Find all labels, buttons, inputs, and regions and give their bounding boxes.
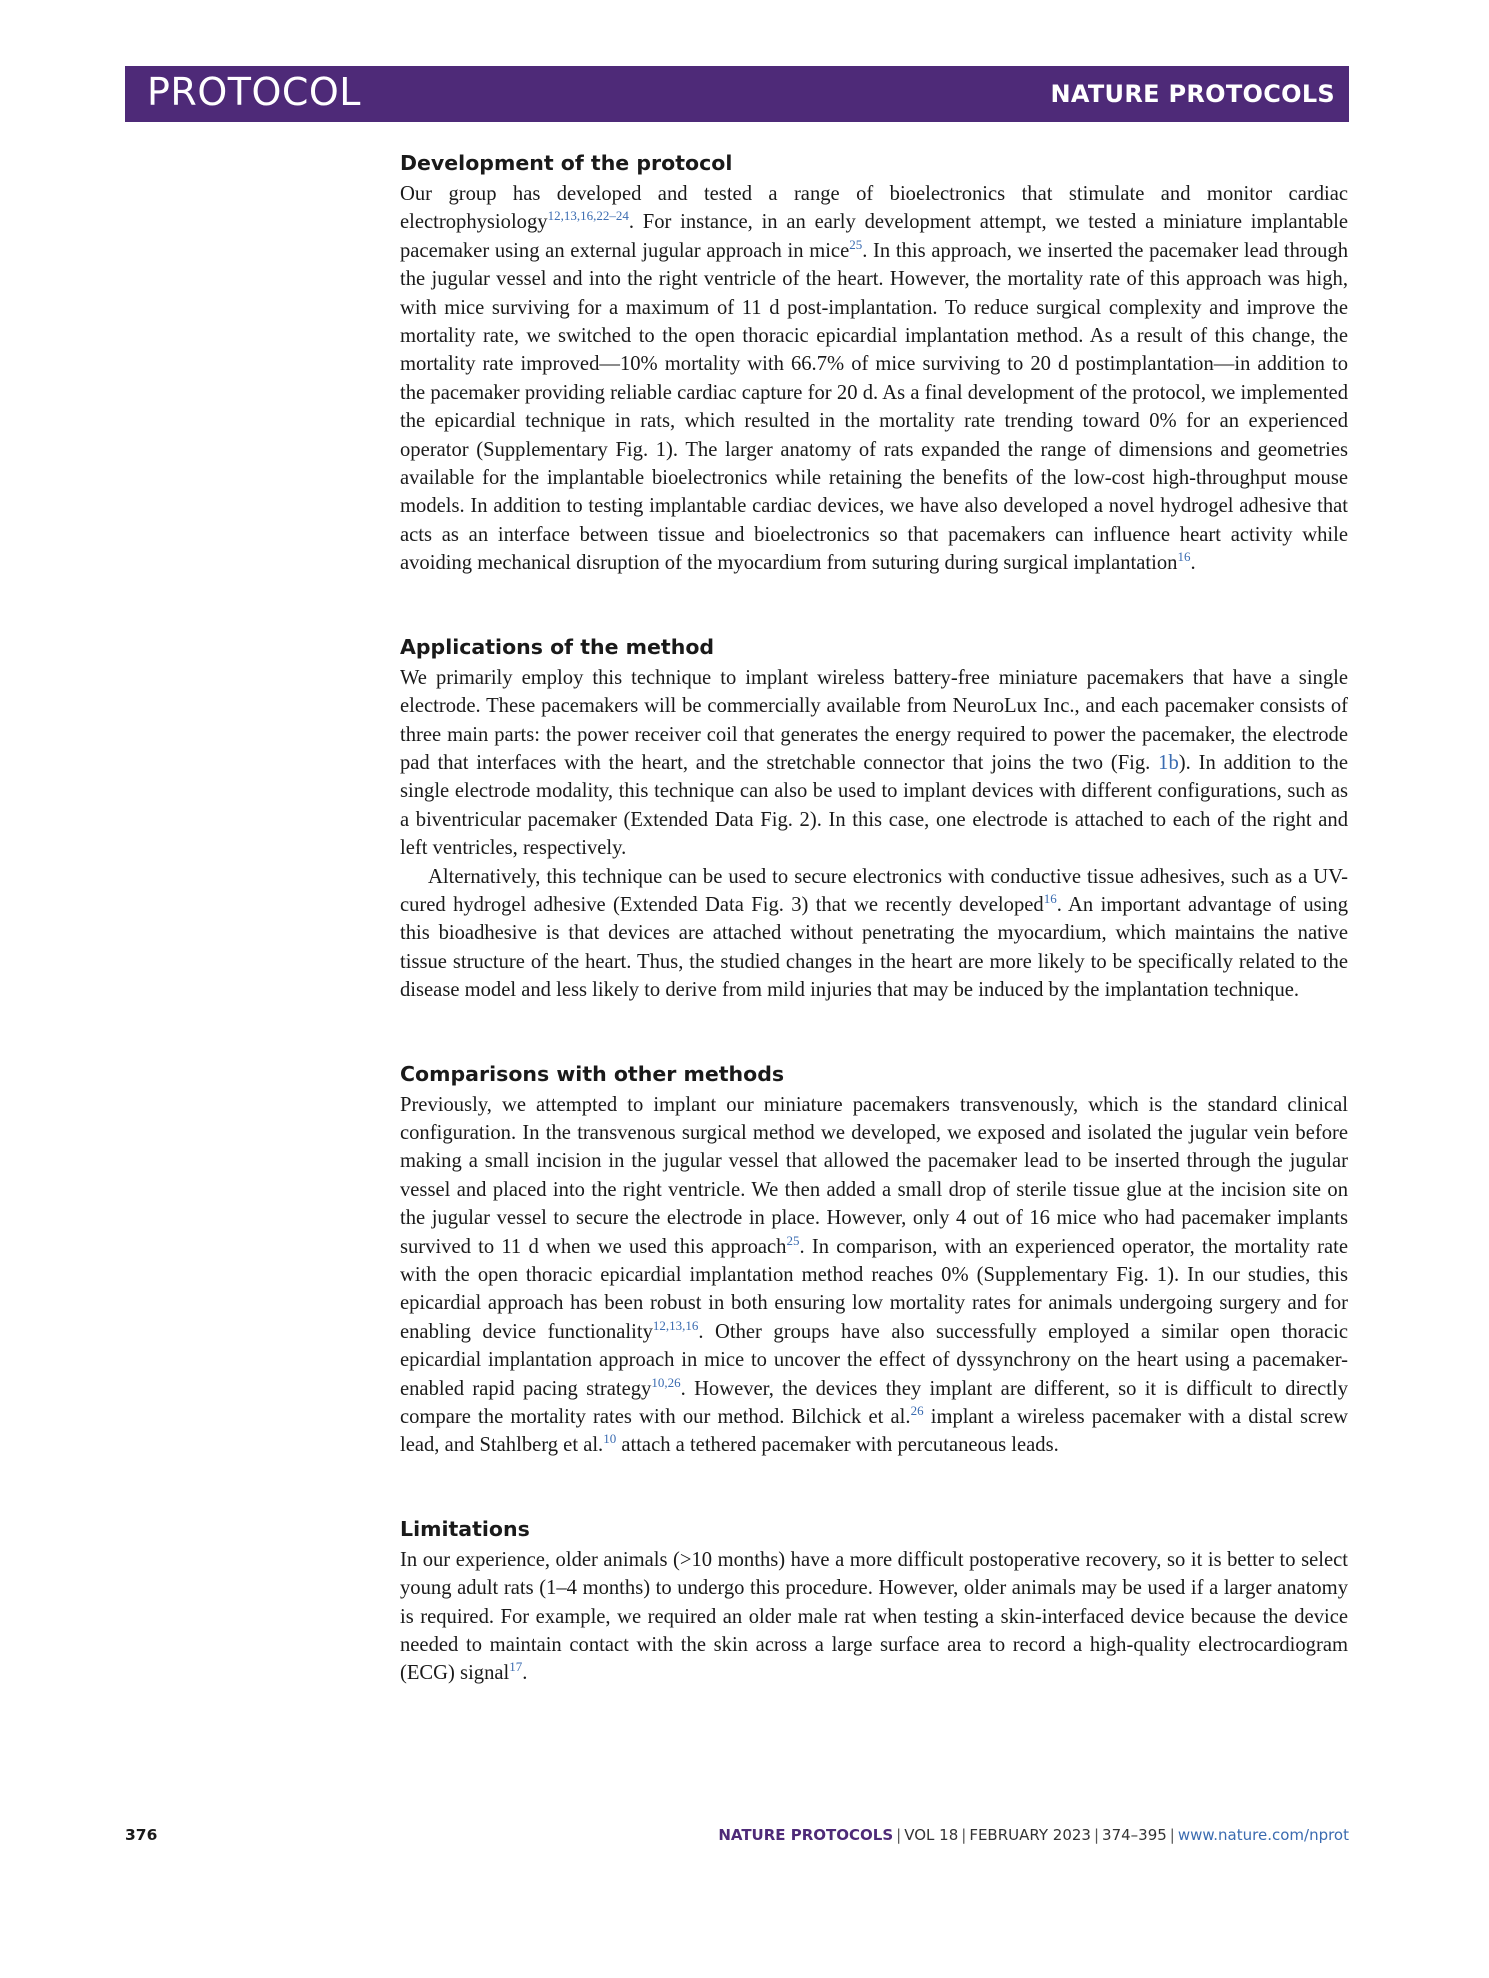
- footer-journal: NATURE PROTOCOLS: [718, 1826, 894, 1844]
- citation-ref[interactable]: 17: [509, 1659, 523, 1675]
- text-run: In our experience, older animals (>10 months) have a more difficult postoperative recovery, so it is better to select young adult rats (1–4 months) to undergo this procedure. However, older animals may be used if a larger anatomy is required. For example, we required an older male rat when testing a skin-interfaced device because the device needed to maintain contact with the skin across a large surface area to record a high-quality electrocardiogram (ECG) signal: [400, 1548, 1348, 1685]
- separator: |: [1169, 1826, 1175, 1844]
- journal-url-link[interactable]: www.nature.com/nprot: [1177, 1826, 1349, 1844]
- section-limitations: [400, 1516, 1348, 1688]
- text-run: implant a wireless pacemaker with a distal screw lead, and Stahlberg et al.: [400, 1406, 1349, 1457]
- separator: |: [961, 1826, 967, 1844]
- section-comparisons: [400, 1061, 1348, 1460]
- section-development: [400, 150, 1348, 578]
- section-heading: Applications of the method: [400, 634, 715, 659]
- text-run: . In comparison, with an experienced operator, the mortality rate with the open thoracic epicardial implantation method reaches 0% (Supplementary Fig. 1). In our studies, this epicardial approach has been robust in both ensuring low mortality rates for animals undergoing surgery and for enabling device functionality: [400, 1235, 1348, 1343]
- section-heading: Limitations: [400, 1516, 530, 1541]
- citation-ref[interactable]: 26: [910, 1403, 924, 1419]
- paragraph: [400, 1091, 1348, 1460]
- citation-ref[interactable]: 10: [603, 1431, 617, 1447]
- footer-pages: 374–395: [1102, 1826, 1167, 1844]
- text-run: Alternatively, this technique can be used to secure electronics with conductive tissue adhesives, such as a UV-cured hydrogel adhesive (Extended Data Fig. 3) that we recently developed: [400, 865, 1348, 916]
- page-number: 376: [125, 1826, 158, 1844]
- article-body: [400, 150, 1348, 1744]
- text-run: attach a tethered pacemaker with percutaneous leads.: [616, 1434, 1059, 1457]
- text-run: .: [522, 1662, 528, 1685]
- paragraph: [400, 180, 1348, 578]
- text-run: . In this approach, we inserted the pacemaker lead through the jugular vessel and into the right ventricle of the heart. However, the mortality rate of this approach was high, with mice surviving for a maximum of 11 d post-implantation. To reduce surgical complexity and improve the mortality rate, we switched to the open thoracic epicardial implantation method. As a result of this change, the mortality rate improved—10% mortality with 66.7% of mice surviving to 20 d postimplantation—in addition to the pacemaker providing reliable cardiac capture for 20 d. As a final development of the protocol, we implemented the epicardial technique in rats, which resulted in the mortality rate trending toward 0% for an experienced operator (Supplementary Fig. 1). The larger anatomy of rats expanded the range of dimensions and geometries available for the implantable bioelectronics while retaining the benefits of the low-cost high-throughput mouse models. In addition to testing implantable cardiac devices, we have also developed a novel hydrogel adhesive that acts as an interface between tissue and bioelectronics so that pacemakers can influence heart activity while avoiding mechanical disruption of the myocardium from suturing during surgical implantation: [400, 239, 1348, 575]
- text-run: We primarily employ this technique to implant wireless battery-free miniature pacemakers that have a single electrode. These pacemakers will be commercially available from NeuroLux Inc., and each pacemaker consists of three main parts: the power receiver coil that generates the energy required to power the pacemaker, the electrode pad that interfaces with the heart, and the stretchable connector that joins the two (Fig.: [400, 666, 1348, 774]
- footer-date: FEBRUARY 2023: [969, 1826, 1091, 1844]
- separator: |: [1093, 1826, 1100, 1844]
- text-run: ). In addition to the single electrode modality, this technique can also be used to implant devices with different configurations, such as a biventricular pacemaker (Extended Data Fig. 2). In this case, one electrode is attached to each of the right and left ventricles, respectively.: [400, 751, 1348, 860]
- section-label: PROTOCOL: [147, 70, 361, 114]
- footer-volume: VOL 18: [904, 1826, 959, 1844]
- citation-ref[interactable]: 25: [786, 1232, 800, 1248]
- paragraph: [400, 1546, 1348, 1688]
- paragraph: [400, 664, 1348, 863]
- paragraph: [400, 863, 1348, 1005]
- citation-ref[interactable]: 10,26: [651, 1374, 681, 1390]
- text-run: . For instance, in an early development attempt, we tested a miniature implantable pacemaker using an external jugular approach in mice: [400, 211, 1348, 262]
- page-footer: [125, 1826, 1349, 1850]
- text-run: Previously, we attempted to implant our miniature pacemakers transvenously, which is the standard clinical configuration. In the transvenous surgical method we developed, we exposed and isolated the jugular vein before making a small incision in the jugular vessel that allowed the pacemaker lead to be inserted through the jugular vessel and placed into the right ventricle. We then added a small drop of sterile tissue glue at the incision site on the jugular vessel to secure the electrode in place. However, only 4 out of 16 mice who had pacemaker implants survived to 11 d when we used this approach: [400, 1093, 1348, 1258]
- text-run: . However, the devices they implant are different, so it is difficult to directly compare the mortality rates with our method. Bilchick et al.: [400, 1377, 1348, 1429]
- journal-citation: [718, 1826, 1349, 1844]
- journal-label: NATURE PROTOCOLS: [1050, 80, 1335, 108]
- separator: |: [896, 1826, 902, 1844]
- citation-ref[interactable]: 12,13,16: [652, 1317, 699, 1333]
- citation-ref[interactable]: 25: [849, 236, 863, 252]
- figure-link[interactable]: 1b: [1158, 751, 1179, 774]
- text-run: . Other groups have also successfully employed a similar open thoracic epicardial implantation approach in mice to uncover the effect of dyssynchrony on the heart using a pacemaker-enabled rapid pacing strategy: [400, 1320, 1348, 1400]
- text-run: . An important advantage of using this bioadhesive is that devices are attached without penetrating the myocardium, which maintains the native tissue structure of the heart. Thus, the studied changes in the heart are more likely to be specifically related to the disease model and less likely to derive from mild injuries that may be induced by the implantation technique.: [400, 893, 1348, 1002]
- section-heading: Development of the protocol: [400, 151, 733, 175]
- citation-ref[interactable]: 16: [1177, 549, 1191, 565]
- section-applications: [400, 634, 1348, 1005]
- citation-ref[interactable]: 16: [1043, 891, 1057, 907]
- text-run: .: [1190, 552, 1196, 575]
- citation-ref[interactable]: 12,13,16,22–24: [547, 208, 629, 224]
- text-run: Our group has developed and tested a range of bioelectronics that stimulate and monitor cardiac electrophysiology: [400, 183, 1348, 234]
- section-heading: Comparisons with other methods: [400, 1061, 785, 1086]
- header-banner: [125, 66, 1349, 122]
